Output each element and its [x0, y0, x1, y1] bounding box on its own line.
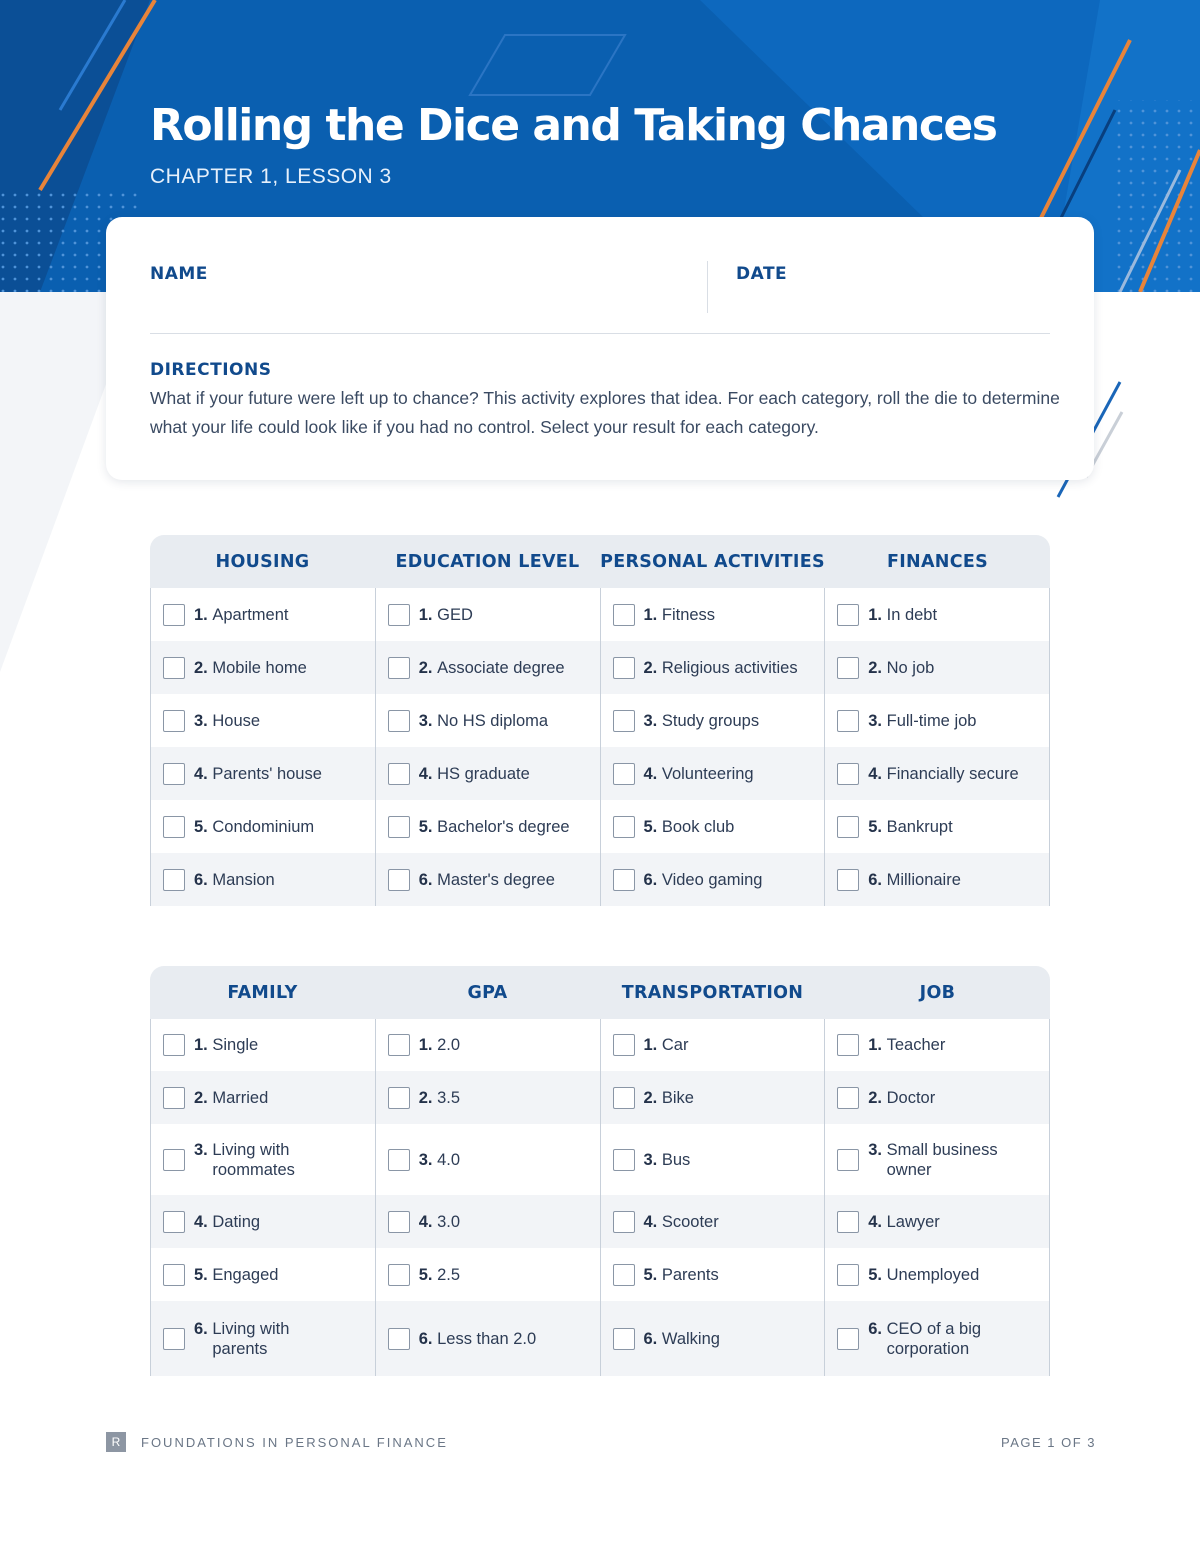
- category-column: [601, 1019, 826, 1376]
- option-number: 5.: [643, 1265, 658, 1284]
- option-number: 3.: [643, 711, 658, 730]
- option-label: [419, 817, 570, 837]
- option-label: [194, 764, 322, 784]
- option-checkbox[interactable]: [837, 1149, 859, 1171]
- option-row: [601, 1019, 825, 1071]
- option-text: No HS diploma: [437, 711, 549, 730]
- option-text: 4.0: [437, 1150, 461, 1169]
- option-number: 5.: [194, 1265, 208, 1284]
- option-text: Book club: [661, 817, 735, 836]
- option-text: Millionaire: [886, 870, 961, 889]
- option-label: [644, 1212, 719, 1232]
- option-row: [601, 1195, 825, 1248]
- option-text: Doctor: [886, 1088, 936, 1107]
- page-title: Rolling the Dice and Taking Chances: [150, 100, 997, 151]
- option-row: [601, 1248, 825, 1301]
- footer-course-name: FOUNDATIONS IN PERSONAL FINANCE: [141, 1435, 448, 1450]
- category-table-1: [150, 535, 1050, 906]
- option-checkbox[interactable]: [163, 869, 185, 891]
- option-label: [644, 1265, 719, 1285]
- option-row: [601, 800, 825, 853]
- option-text: Study groups: [661, 711, 760, 730]
- option-number: 3.: [868, 711, 883, 730]
- option-number: 4.: [868, 1212, 883, 1231]
- option-label: [868, 1319, 1006, 1359]
- option-checkbox[interactable]: [613, 1149, 635, 1171]
- option-number: 6.: [868, 870, 883, 889]
- option-text: Car: [661, 1036, 689, 1054]
- option-label: [868, 605, 937, 625]
- option-checkbox[interactable]: [613, 763, 635, 785]
- option-text: Lawyer: [886, 1212, 940, 1231]
- option-number: 6.: [194, 870, 208, 889]
- option-number: 5.: [643, 817, 658, 836]
- option-row: [376, 1195, 600, 1248]
- option-text: 2.0: [437, 1036, 461, 1054]
- option-label: [194, 1088, 268, 1108]
- option-number: 3.: [194, 1140, 208, 1159]
- option-label: [194, 1265, 278, 1285]
- option-text: Living with roommates: [212, 1140, 295, 1179]
- option-label: [644, 711, 760, 731]
- option-number: 6.: [418, 1329, 433, 1348]
- table-body: [150, 1019, 1050, 1376]
- option-row: [376, 588, 600, 641]
- option-row: [151, 800, 375, 853]
- option-number: 2.: [194, 1088, 208, 1107]
- option-text: 3.5: [437, 1088, 461, 1107]
- option-label: [194, 1212, 260, 1232]
- option-number: 5.: [194, 817, 208, 836]
- option-checkbox[interactable]: [388, 1087, 410, 1109]
- directions-text: What if your future were left up to chance? This activity explores that idea. For each category, roll the die to determine what your life could look like if you had no control. Select your result for each category.: [150, 388, 1060, 437]
- option-text: GED: [437, 605, 473, 624]
- option-number: 4.: [194, 1212, 208, 1231]
- option-text: Married: [212, 1088, 269, 1107]
- option-number: 6.: [643, 870, 658, 889]
- option-label: [194, 1035, 258, 1055]
- option-checkbox[interactable]: [388, 657, 410, 679]
- option-label: [644, 764, 754, 784]
- option-number: 2.: [868, 658, 883, 677]
- field-divider: [707, 261, 708, 313]
- option-label: [644, 658, 798, 678]
- option-checkbox[interactable]: [837, 657, 859, 679]
- option-label: [419, 1265, 460, 1285]
- option-row: [825, 800, 1049, 853]
- option-row: [825, 1301, 1049, 1376]
- option-row: [825, 1195, 1049, 1248]
- option-number: 4.: [643, 764, 658, 783]
- option-number: 4.: [418, 1212, 433, 1231]
- option-row: [825, 853, 1049, 906]
- option-checkbox[interactable]: [613, 1087, 635, 1109]
- option-checkbox[interactable]: [388, 1264, 410, 1286]
- option-text: Fitness: [661, 605, 716, 624]
- option-label: [419, 711, 548, 731]
- date-label: DATE: [736, 264, 788, 284]
- table-header: [150, 966, 1050, 1019]
- option-number: 2.: [643, 658, 658, 677]
- option-number: 4.: [418, 764, 433, 783]
- option-row: [825, 1248, 1049, 1301]
- option-label: [644, 1329, 720, 1349]
- option-row: [601, 588, 825, 641]
- option-number: 3.: [418, 1150, 433, 1169]
- option-text: 2.5: [437, 1265, 461, 1284]
- option-number: 3.: [868, 1140, 883, 1159]
- option-row: [601, 1301, 825, 1376]
- option-row: [601, 853, 825, 906]
- option-row: [376, 800, 600, 853]
- option-checkbox[interactable]: [163, 710, 185, 732]
- option-text: In debt: [886, 605, 938, 624]
- option-number: 6.: [418, 870, 433, 889]
- option-label: [419, 1150, 460, 1170]
- directions-label: DIRECTIONS: [150, 360, 272, 380]
- option-label: [419, 870, 555, 890]
- column-header: TRANSPORTATION: [621, 982, 804, 1003]
- option-checkbox[interactable]: [388, 816, 410, 838]
- option-checkbox[interactable]: [837, 710, 859, 732]
- column-header: HOUSING: [215, 551, 310, 572]
- option-number: 5.: [418, 1265, 433, 1284]
- option-checkbox[interactable]: [163, 1034, 185, 1056]
- option-label: [419, 1212, 460, 1232]
- option-number: 2.: [194, 658, 208, 677]
- option-row: [825, 588, 1049, 641]
- name-label: NAME: [150, 264, 208, 284]
- category-column: [376, 1019, 601, 1376]
- option-row: [376, 853, 600, 906]
- option-text: Master's degree: [437, 870, 555, 889]
- page-subtitle: CHAPTER 1, LESSON 3: [150, 165, 392, 188]
- option-label: [868, 870, 961, 890]
- option-label: [194, 1140, 332, 1180]
- option-label: [868, 817, 952, 837]
- option-checkbox[interactable]: [837, 869, 859, 891]
- option-checkbox[interactable]: [388, 1211, 410, 1233]
- option-label: [194, 711, 260, 731]
- option-checkbox[interactable]: [163, 763, 185, 785]
- footer-page-number: PAGE 1 OF 3: [1000, 1435, 1096, 1450]
- option-text: Volunteering: [661, 764, 754, 783]
- option-row: [151, 1124, 375, 1195]
- option-row: [151, 1019, 375, 1071]
- category-column: [601, 588, 826, 906]
- option-row: [151, 747, 375, 800]
- option-label: [644, 605, 716, 625]
- option-row: [376, 747, 600, 800]
- option-text: Apartment: [212, 605, 289, 624]
- brand-logo-icon: R: [106, 1432, 126, 1452]
- option-row: [151, 1301, 375, 1376]
- option-number: 2.: [868, 1088, 883, 1107]
- option-row: [825, 1124, 1049, 1195]
- option-checkbox[interactable]: [613, 604, 635, 626]
- option-text: Mansion: [212, 870, 275, 889]
- option-row: [151, 641, 375, 694]
- option-row: [376, 641, 600, 694]
- option-number: 1.: [643, 605, 658, 624]
- option-text: Condominium: [212, 817, 315, 836]
- option-checkbox[interactable]: [163, 657, 185, 679]
- option-label: [419, 1035, 460, 1055]
- option-label: [644, 1088, 694, 1108]
- option-number: 1.: [868, 605, 883, 624]
- option-checkbox[interactable]: [613, 816, 635, 838]
- option-number: 1.: [643, 1036, 658, 1054]
- option-text: Walking: [661, 1329, 720, 1348]
- category-column: [151, 1019, 376, 1376]
- option-text: Video gaming: [661, 870, 763, 889]
- column-header: JOB: [919, 982, 956, 1003]
- info-card: [106, 217, 1094, 480]
- option-number: 2.: [418, 658, 433, 677]
- option-text: No job: [886, 658, 935, 677]
- option-checkbox[interactable]: [613, 657, 635, 679]
- option-row: [376, 1248, 600, 1301]
- option-checkbox[interactable]: [613, 1328, 635, 1350]
- option-number: 1.: [418, 605, 433, 624]
- option-label: [419, 658, 565, 678]
- option-text: Bus: [661, 1150, 691, 1169]
- option-label: [419, 764, 530, 784]
- option-checkbox[interactable]: [388, 604, 410, 626]
- table-header: [150, 535, 1050, 588]
- column-header: FINANCES: [886, 551, 989, 572]
- option-number: 4.: [868, 764, 883, 783]
- option-checkbox[interactable]: [163, 1211, 185, 1233]
- option-row: [601, 747, 825, 800]
- option-checkbox[interactable]: [388, 1149, 410, 1171]
- option-text: Parents: [661, 1265, 719, 1284]
- option-row: [601, 1124, 825, 1195]
- column-header: PERSONAL ACTIVITIES: [600, 551, 825, 572]
- option-number: 1.: [194, 1036, 208, 1054]
- option-row: [376, 1124, 600, 1195]
- option-checkbox[interactable]: [388, 710, 410, 732]
- option-label: [868, 1140, 1006, 1180]
- option-checkbox[interactable]: [837, 1211, 859, 1233]
- option-checkbox[interactable]: [837, 763, 859, 785]
- option-row: [376, 694, 600, 747]
- option-text: House: [212, 711, 261, 730]
- option-text: Mobile home: [212, 658, 307, 677]
- option-checkbox[interactable]: [163, 604, 185, 626]
- option-label: [644, 817, 735, 837]
- option-text: Scooter: [661, 1212, 719, 1231]
- option-label: [868, 1035, 945, 1055]
- option-row: [151, 853, 375, 906]
- option-row: [601, 641, 825, 694]
- option-checkbox[interactable]: [837, 1328, 859, 1350]
- option-checkbox[interactable]: [388, 1034, 410, 1056]
- option-number: 2.: [418, 1088, 433, 1107]
- option-label: [194, 817, 314, 837]
- option-label: [868, 1265, 979, 1285]
- option-text: HS graduate: [437, 764, 530, 783]
- option-label: [419, 1329, 536, 1349]
- option-checkbox[interactable]: [388, 869, 410, 891]
- column-header: FAMILY: [227, 982, 298, 1003]
- category-column: [825, 1019, 1050, 1376]
- option-checkbox[interactable]: [613, 1211, 635, 1233]
- section-divider: [150, 333, 1050, 334]
- option-number: 5.: [868, 817, 883, 836]
- option-checkbox[interactable]: [388, 1328, 410, 1350]
- category-column: [376, 588, 601, 906]
- option-text: Parents' house: [212, 764, 322, 783]
- option-checkbox[interactable]: [163, 1264, 185, 1286]
- option-row: [601, 1071, 825, 1124]
- option-number: 4.: [643, 1212, 658, 1231]
- option-checkbox[interactable]: [613, 710, 635, 732]
- option-label: [868, 1212, 940, 1232]
- option-row: [601, 694, 825, 747]
- option-checkbox[interactable]: [837, 816, 859, 838]
- option-row: [825, 641, 1049, 694]
- option-text: Bankrupt: [886, 817, 953, 836]
- option-label: [419, 1088, 460, 1108]
- option-label: [194, 870, 275, 890]
- category-column: [825, 588, 1050, 906]
- option-number: 1.: [868, 1036, 883, 1054]
- option-text: Associate degree: [437, 658, 565, 677]
- option-text: Engaged: [212, 1265, 279, 1284]
- option-checkbox[interactable]: [837, 1034, 859, 1056]
- option-row: [376, 1071, 600, 1124]
- option-number: 3.: [643, 1150, 658, 1169]
- option-row: [151, 694, 375, 747]
- option-number: 3.: [418, 711, 433, 730]
- option-row: [825, 1071, 1049, 1124]
- option-label: [644, 1150, 691, 1170]
- option-text: Unemployed: [886, 1265, 980, 1284]
- option-text: Bike: [661, 1088, 694, 1107]
- option-number: 1.: [194, 605, 208, 624]
- option-checkbox[interactable]: [613, 1264, 635, 1286]
- option-label: [194, 1319, 332, 1359]
- option-text: Less than 2.0: [437, 1329, 537, 1348]
- option-label: [194, 605, 288, 625]
- option-checkbox[interactable]: [163, 1087, 185, 1109]
- option-label: [644, 1035, 689, 1055]
- option-row: [151, 588, 375, 641]
- option-checkbox[interactable]: [613, 869, 635, 891]
- option-label: [868, 711, 976, 731]
- table-body: [150, 588, 1050, 906]
- option-number: 5.: [868, 1265, 883, 1284]
- option-number: 5.: [418, 817, 433, 836]
- option-number: 3.: [194, 711, 208, 730]
- option-text: Living with parents: [212, 1319, 290, 1358]
- option-label: [644, 870, 763, 890]
- option-row: [825, 694, 1049, 747]
- option-number: 6.: [868, 1319, 883, 1338]
- option-row: [151, 1195, 375, 1248]
- option-text: Teacher: [886, 1036, 946, 1054]
- option-text: Dating: [212, 1212, 261, 1231]
- option-text: Financially secure: [886, 764, 1019, 783]
- option-label: [419, 605, 473, 625]
- option-row: [376, 1301, 600, 1376]
- option-row: [151, 1248, 375, 1301]
- option-row: [825, 747, 1049, 800]
- option-number: 6.: [194, 1319, 208, 1338]
- option-text: Bachelor's degree: [437, 817, 570, 836]
- option-text: Religious activities: [661, 658, 798, 677]
- column-header: EDUCATION LEVEL: [395, 551, 580, 572]
- option-row: [151, 1071, 375, 1124]
- option-checkbox[interactable]: [163, 1328, 185, 1350]
- option-label: [868, 1088, 935, 1108]
- option-row: [825, 1019, 1049, 1071]
- option-text: Single: [212, 1036, 259, 1054]
- option-checkbox[interactable]: [163, 816, 185, 838]
- option-number: 2.: [643, 1088, 658, 1107]
- option-number: 1.: [418, 1036, 433, 1054]
- option-text: Full-time job: [886, 711, 977, 730]
- option-number: 4.: [194, 764, 208, 783]
- option-number: 6.: [643, 1329, 658, 1348]
- option-checkbox[interactable]: [613, 1034, 635, 1056]
- option-row: [376, 1019, 600, 1071]
- option-text: 3.0: [437, 1212, 461, 1231]
- column-header: GPA: [467, 982, 508, 1003]
- option-label: [194, 658, 307, 678]
- option-checkbox[interactable]: [388, 763, 410, 785]
- option-checkbox[interactable]: [837, 604, 859, 626]
- option-text: Small business owner: [886, 1140, 998, 1179]
- category-column: [151, 588, 376, 906]
- option-label: [868, 658, 934, 678]
- category-table-2: [150, 966, 1050, 1376]
- option-text: CEO of a big corporation: [886, 1319, 982, 1358]
- option-checkbox[interactable]: [837, 1087, 859, 1109]
- option-checkbox[interactable]: [163, 1149, 185, 1171]
- option-label: [868, 764, 1018, 784]
- option-checkbox[interactable]: [837, 1264, 859, 1286]
